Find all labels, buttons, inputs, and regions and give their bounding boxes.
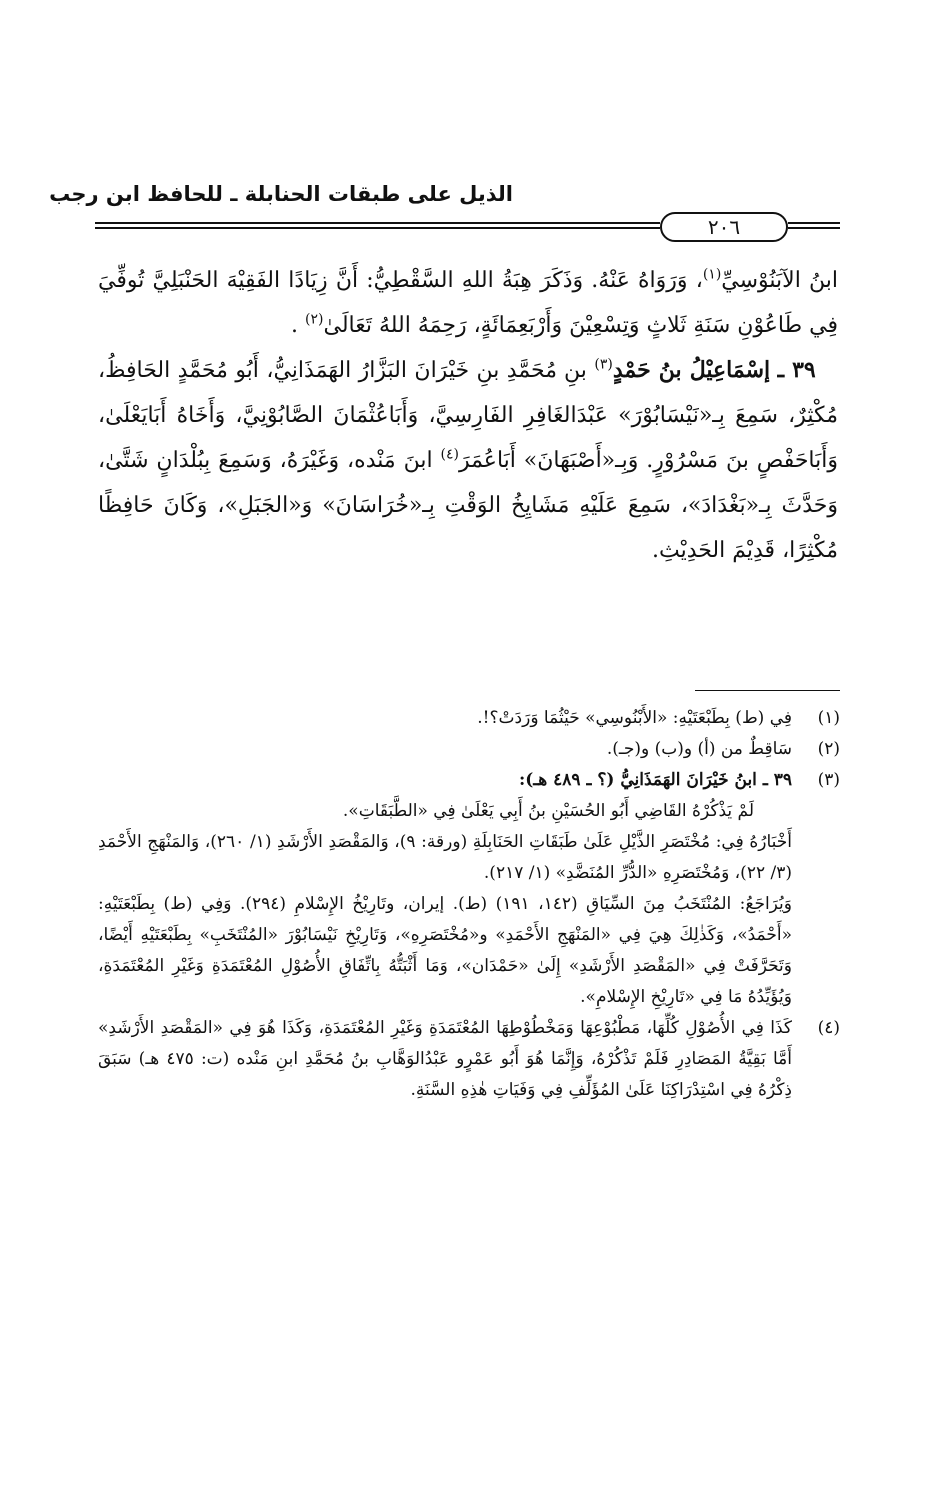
footnotes: [98, 703, 840, 1106]
paragraph-continuation: [98, 258, 838, 348]
footnote-2: [98, 734, 840, 765]
text-run: ابنَ مَنْده، وَغَيْرَهُ، وَسَمِعَ بِبُلْدَانٍ شَتَّىٰ، وَحَدَّثَ بِـ«بَغْدَادَ»، سَمِعَ عَلَيْهِ مَشَايِخُ الوَقْتِ بِـ«خُرَاسَانَ» وَ«الجَبَلِ»، وَكَانَ حَافِظًا مُكْثِرًا، قَدِيْمَ الحَدِيْثِ.: [98, 448, 838, 563]
footnote-4: [98, 1013, 840, 1106]
footnote-title: ٣٩ ـ ابنُ خَيْرَانَ الهَمَذَانِيُّ (؟ ـ ٤٨٩ هـ):: [518, 770, 792, 790]
footnote-separator: [695, 690, 840, 691]
entry-paragraph: [98, 348, 838, 573]
footnote-ref[interactable]: (٢): [305, 311, 324, 328]
header-rule-line: [95, 222, 660, 224]
main-text: [98, 258, 838, 573]
footnote-text: فِي (ط) بِطَبْعَتَيْهِ: «الأَبْنُوسِي» حَيْثُمَا وَرَدَتْ؟!.: [477, 708, 792, 728]
footnote-ref[interactable]: (٤): [440, 446, 459, 463]
page-number: ٢٠٦: [660, 212, 788, 242]
footnote-text: وَيُرَاجَعُ: المُنْتَخَبُ مِنَ السِّيَاقِ (١٤٢، ١٩١) (ط). إيران، وتَارِيْخُ الإِسْلامِ (٢٩٤). وَفِي (ط) بِطَبْعَتَيْهِ: «أَحْمَدُ»، وَكَذٰلِكَ هِيَ فِي «المَنْهَجِ الأَحْمَدِ» و«مُخْتَصَرِهِ»، وَتَارِيْخِ نَيْسَابُوْرَ «المُنْتَخَبِ» بِطَبْعَتَيْهِ أَيْضًا، وَتَحَرَّفَتْ فِي «المَقْصَدِ الأَرْشَدِ» إِلَىٰ «حَمْدَان»، وَمَا أَثْبَتُّهُ بِاتِّفَاقِ الأُصُوْلِ المُعْتَمَدَةِ وَغَيْرِ المُعْتَمَدَةِ، وَيُؤَيِّدُهُ مَا فِي «تَارِيْخِ الإِسْلامِ».: [98, 894, 792, 1007]
footnote-number: (٣): [817, 770, 840, 790]
footnote-1: [98, 703, 840, 734]
header-rule-line: [95, 227, 660, 229]
header-rule-line: [788, 227, 840, 229]
text-run: ابنُ الآبَنُوْسِيِّ: [721, 268, 838, 293]
footnote-ref[interactable]: (٣): [594, 356, 613, 373]
footnote-ref[interactable]: (١): [702, 266, 722, 283]
text-run: .: [291, 313, 299, 338]
text-run: ، وَرَوَاهُ عَنْهُ. وَذَكَرَ هِبَةُ اللهِ السَّقْطِيُّ: أَنَّ زِيَادًا الفَقِيْهَ الحَنْبَلِيَّ تُوفِّيَ فِي طَاعُوْنِ سَنَةِ ثَلاثٍ وَتِسْعِيْنَ وَأَرْبَعِمَائَةٍ، رَحِمَهُ اللهُ تَعَالَىٰ: [98, 268, 838, 338]
running-header-title: الذيل على طبقات الحنابلة ـ للحافظ ابن رجب: [49, 182, 513, 206]
footnote-number: (١): [817, 708, 840, 728]
entry-number: ٣٩ ـ: [777, 357, 816, 383]
footnote-text: سَاقِطٌ من (أ) و(ب) و(جـ).: [606, 739, 792, 759]
text-run: بنِ مُحَمَّدِ بنِ خَيْرَانَ البَزَّارُ الهَمَذَانِيُّ، أَبُو مُحَمَّدٍ الحَافِظُ، مُكْثِرٌ، سَمِعَ بِـ«نَيْسَابُوْرَ» عَبْدَالغَافِرِ الفَارِسِيَّ، وَأَبَاعُثْمَانَ الصَّابُوْنِيَّ، وَأَخَاهُ أَبَايَعْلَىٰ، وَأَبَاحَفْصٍ بنَ مَسْرُوْرٍ. وَبِـ«أَصْبَهَانَ» أَبَاعُمَرَ: [98, 358, 838, 473]
footnote-text: أَخْبَارُهُ فِي: مُخْتَصَرِ الذَّيْلِ عَلَىٰ طَبَقَاتِ الحَنَابِلَةِ (ورقة: ٩)، وَالمَقْصَدِ الأَرْشَدِ (١/ ٢٦٠)، وَالمَنْهَجِ الأَحْمَدِ (٣/ ٢٢)، وَمُخْتَصَرِهِ «الدُّرِّ المُنَضَّدِ» (١/ ٢١٧).: [98, 832, 792, 883]
entry-name: إسْمَاعِيْلُ بنُ حَمْدٍ: [612, 357, 771, 383]
footnote-3: [98, 765, 840, 1013]
footnote-text: لَمْ يَذْكُرْهُ القَاضِي أَبُو الحُسَيْنِ بنُ أَبِي يَعْلَىٰ فِي «الطَّبَقَاتِ».: [342, 801, 754, 821]
footnote-number: (٤): [817, 1018, 840, 1038]
footnote-number: (٢): [817, 739, 840, 759]
header-rule: [95, 212, 840, 242]
header-rule-line: [788, 222, 840, 224]
footnote-text: كَذَا فِي الأُصُوْلِ كُلِّهَا، مَطْبُوْعِهَا وَمَخْطُوْطِهَا المُعْتَمَدَةِ وَغَيْرِ المُعْتَمَدَةِ، وَكَذَا هُوَ فِي «المَقْصَدِ الأَرْشَدِ» أَمَّا بَقِيَّةُ المَصَادِرِ فَلَمْ تَذْكُرْهُ، وَإِنَّمَا هُوَ أَبُو عَمْرٍو عَبْدُالوَهَّابِ بنُ مُحَمَّدِ ابنِ مَنْده (ت: ٤٧٥ هـ) سَبَقَ ذِكْرُهُ فِي اسْتِدْرَاكِنَا عَلَىٰ المُؤَلِّفِ فِي وَفَيَاتِ هٰذِهِ السَّنَةِ.: [98, 1018, 792, 1100]
